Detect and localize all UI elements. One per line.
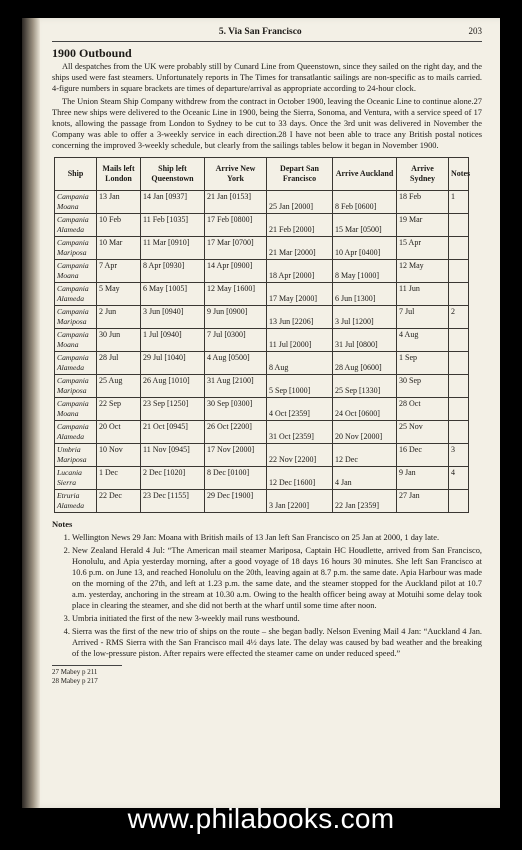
table-row (55, 260, 469, 283)
table-row (55, 329, 469, 352)
col-header-notes: Notes (449, 158, 469, 191)
cell-arrive-auckland: 25 Sep [1330] (333, 375, 397, 398)
cell-notes (449, 283, 469, 306)
cell-arrive-new-york: 9 Jun [0900] (205, 306, 267, 329)
col-header-depart-san-francisco: Depart San Francisco (267, 158, 333, 191)
cell-mails-left-london: 7 Apr (97, 260, 141, 283)
table-row (55, 191, 469, 214)
cell-arrive-sydney: 11 Jun (397, 283, 449, 306)
cell-arrive-new-york: 17 Nov [2000] (205, 444, 267, 467)
note-item: 4. Sierra was the first of the new trio of ships on the route – she began badly. Nelson Evening Mail 4 Jan: “Auckland 4 Jan. Arrived - RMS Sierra with the San Francisco mail 4½ days late. The delay was caused by bad weather and the breaking of the low-pressure piston. After repairs were effected the steamer came on under reduced speed.” (72, 626, 482, 659)
cell-arrive-new-york: 12 May [1600] (205, 283, 267, 306)
cell-arrive-new-york: 17 Mar [0700] (205, 237, 267, 260)
cell-arrive-sydney: 15 Apr (397, 237, 449, 260)
cell-ship-left-queenstown: 3 Jun [0940] (141, 306, 205, 329)
cell-arrive-sydney: 16 Dec (397, 444, 449, 467)
cell-ship: Campania Moana (55, 191, 97, 214)
cell-arrive-sydney: 4 Aug (397, 329, 449, 352)
cell-ship-left-queenstown: 26 Aug [1010] (141, 375, 205, 398)
cell-ship-left-queenstown: 11 Feb [1035] (141, 214, 205, 237)
table-row (55, 421, 469, 444)
cell-arrive-auckland: 8 Feb [0600] (333, 191, 397, 214)
cell-arrive-new-york: 17 Feb [0800] (205, 214, 267, 237)
cell-arrive-sydney: 1 Sep (397, 352, 449, 375)
cell-mails-left-london: 28 Jul (97, 352, 141, 375)
cell-arrive-new-york: 31 Aug [2100] (205, 375, 267, 398)
cell-arrive-new-york: 4 Aug [0500] (205, 352, 267, 375)
table-body (55, 191, 469, 513)
cell-arrive-auckland: 28 Aug [0600] (333, 352, 397, 375)
cell-arrive-sydney: 18 Feb (397, 191, 449, 214)
cell-notes: 3 (449, 444, 469, 467)
cell-mails-left-london: 30 Jun (97, 329, 141, 352)
cell-ship-left-queenstown: 1 Jul [0940] (141, 329, 205, 352)
cell-depart-san-francisco: 21 Mar [2000] (267, 237, 333, 260)
cell-ship: Campania Mariposa (55, 237, 97, 260)
cell-ship: Campania Alameda (55, 283, 97, 306)
footnote-rule (52, 665, 122, 666)
cell-depart-san-francisco: 18 Apr [2000] (267, 260, 333, 283)
cell-mails-left-london: 20 Oct (97, 421, 141, 444)
cell-arrive-auckland: 3 Jul [1200] (333, 306, 397, 329)
cell-arrive-auckland: 31 Jul [0800] (333, 329, 397, 352)
cell-ship: Campania Moana (55, 260, 97, 283)
cell-ship-left-queenstown: 11 Nov [0945] (141, 444, 205, 467)
cell-notes (449, 352, 469, 375)
cell-arrive-new-york: 29 Dec [1900] (205, 490, 267, 513)
cell-arrive-sydney: 12 May (397, 260, 449, 283)
cell-arrive-new-york: 8 Dec [0100] (205, 467, 267, 490)
cell-ship: Campania Moana (55, 398, 97, 421)
note-item: 3. Umbria initiated the first of the new 3-weekly mail runs westbound. (72, 613, 482, 624)
col-header-ship: Ship (55, 158, 97, 191)
table-row (55, 306, 469, 329)
cell-arrive-sydney: 7 Jul (397, 306, 449, 329)
cell-mails-left-london: 22 Sep (97, 398, 141, 421)
cell-mails-left-london: 2 Jun (97, 306, 141, 329)
cell-arrive-auckland: 15 Mar [0500] (333, 214, 397, 237)
cell-ship-left-queenstown: 23 Dec [1155] (141, 490, 205, 513)
cell-depart-san-francisco: 22 Nov [2200] (267, 444, 333, 467)
cell-ship-left-queenstown: 23 Sep [1250] (141, 398, 205, 421)
table-row (55, 352, 469, 375)
cell-arrive-auckland: 4 Jan (333, 467, 397, 490)
cell-depart-san-francisco: 4 Oct [2359] (267, 398, 333, 421)
cell-mails-left-london: 1 Dec (97, 467, 141, 490)
cell-mails-left-london: 10 Mar (97, 237, 141, 260)
cell-notes (449, 398, 469, 421)
cell-notes: 2 (449, 306, 469, 329)
table-row (55, 444, 469, 467)
cell-arrive-new-york: 21 Jan [0153] (205, 191, 267, 214)
paragraph-1: All despatches from the UK were probably still by Cunard Line from Queenstown, since they sailed on the right day, and the ships used were fast steamers. Unfortunately reports in The Times for transatlantic sailings are non-specific as to mails carried. 4-figure numbers in square brackets are times of departure/arrival as appropriate according to 24-hour clock. (52, 62, 482, 93)
col-header-arrive-new-york: Arrive New York (205, 158, 267, 191)
cell-depart-san-francisco: 12 Dec [1600] (267, 467, 333, 490)
cell-arrive-sydney: 9 Jan (397, 467, 449, 490)
cell-arrive-auckland: 24 Oct [0600] (333, 398, 397, 421)
table-row (55, 375, 469, 398)
cell-arrive-auckland: 12 Dec (333, 444, 397, 467)
cell-mails-left-london: 10 Feb (97, 214, 141, 237)
table-row (55, 283, 469, 306)
cell-mails-left-london: 25 Aug (97, 375, 141, 398)
cell-ship: Etruria Alameda (55, 490, 97, 513)
cell-arrive-sydney: 30 Sep (397, 375, 449, 398)
cell-ship-left-queenstown: 21 Oct [0945] (141, 421, 205, 444)
cell-notes (449, 237, 469, 260)
cell-notes: 4 (449, 467, 469, 490)
sailings-table (54, 157, 469, 513)
running-header (52, 26, 482, 38)
cell-depart-san-francisco: 3 Jan [2200] (267, 490, 333, 513)
cell-ship: Campania Alameda (55, 421, 97, 444)
cell-ship-left-queenstown: 29 Jul [1040] (141, 352, 205, 375)
cell-arrive-auckland: 8 May [1000] (333, 260, 397, 283)
cell-arrive-new-york: 30 Sep [0300] (205, 398, 267, 421)
cell-depart-san-francisco: 31 Oct [2359] (267, 421, 333, 444)
page-number: 203 (468, 26, 482, 36)
cell-arrive-auckland: 6 Jun [1300] (333, 283, 397, 306)
cell-notes (449, 260, 469, 283)
cell-ship: Umbria Mariposa (55, 444, 97, 467)
cell-ship-left-queenstown: 6 May [1005] (141, 283, 205, 306)
cell-ship: Campania Mariposa (55, 375, 97, 398)
cell-ship-left-queenstown: 11 Mar [0910] (141, 237, 205, 260)
cell-arrive-auckland: 22 Jan [2359] (333, 490, 397, 513)
cell-depart-san-francisco: 13 Jun [2206] (267, 306, 333, 329)
notes-list (52, 532, 482, 659)
table-row (55, 467, 469, 490)
note-item: 2. New Zealand Herald 4 Jul: “The American mail steamer Mariposa, Captain HC Houdlette, arrived from San Francisco, Honolulu, and Apia yesterday morning, after a good voyage of 18 days 16 hours 30 minutes. She left San Francisco at 10.6 p.m. on June 13, and reached Honolulu on the 20th, leaving again at 8.7 p.m. the same date. Apia Harbour was made on the morning of the 27th, and left at 1.23 p.m. the same date, and the steamer stopped for the Auckland pilot at 10.7 a.m. yesterday, anchoring in the stream at 10.30 a.m. Owing to the health officer being away at Motuihi some delay took place in clearing the steamer, and she did not berth at the wharf until some time after noon. (72, 545, 482, 611)
cell-mails-left-london: 13 Jan (97, 191, 141, 214)
book-gutter (22, 18, 40, 808)
paragraph-2: The Union Steam Ship Company withdrew from the contract in October 1900, leaving the Oceanic Line to continue alone.27 Three new ships were delivered to the Oceanic Line in 1900, being the Sierra, Sonoma, and Ventura, with a service speed of 17 knots, allowing the passage from London to Sydney to be cut to 33 days. Once the 3rd unit was delivered in November the Company was able to offer a 3-weekly service in each direction.28 I have not been able to trace any British postal notices concerning the improved 3-weekly schedule, but clearly from the sailings tables below it began in November 1900. (52, 97, 482, 150)
cell-depart-san-francisco: 11 Jul [2000] (267, 329, 333, 352)
cell-ship-left-queenstown: 8 Apr [0930] (141, 260, 205, 283)
table-header-row (55, 158, 469, 191)
table-row (55, 398, 469, 421)
cell-arrive-new-york: 26 Oct [2200] (205, 421, 267, 444)
table-row (55, 490, 469, 513)
book-page (52, 26, 482, 685)
cell-notes (449, 421, 469, 444)
cell-notes (449, 375, 469, 398)
cell-arrive-sydney: 28 Oct (397, 398, 449, 421)
table-row (55, 237, 469, 260)
section-heading: 1900 Outbound (52, 46, 132, 60)
header-rule (52, 41, 482, 42)
footnote: 27 Mabey p 211 (52, 668, 98, 676)
watermark-text[interactable]: www.philabooks.com (127, 803, 395, 834)
col-header-arrive-sydney: Arrive Sydney (397, 158, 449, 191)
cell-notes (449, 490, 469, 513)
cell-ship: Lucania Sierra (55, 467, 97, 490)
col-header-mails-left-london: Mails left London (97, 158, 141, 191)
cell-notes: 1 (449, 191, 469, 214)
cell-arrive-new-york: 14 Apr [0900] (205, 260, 267, 283)
cell-ship: Campania Alameda (55, 214, 97, 237)
cell-depart-san-francisco: 8 Aug (267, 352, 333, 375)
cell-ship-left-queenstown: 2 Dec [1020] (141, 467, 205, 490)
footnote: 28 Mabey p 217 (52, 676, 98, 685)
cell-mails-left-london: 22 Dec (97, 490, 141, 513)
cell-arrive-auckland: 20 Nov [2000] (333, 421, 397, 444)
cell-depart-san-francisco: 5 Sep [1000] (267, 375, 333, 398)
col-header-arrive-auckland: Arrive Auckland (333, 158, 397, 191)
cell-ship: Campania Mariposa (55, 306, 97, 329)
cell-arrive-sydney: 19 Mar (397, 214, 449, 237)
cell-arrive-sydney: 25 Nov (397, 421, 449, 444)
cell-mails-left-london: 10 Nov (97, 444, 141, 467)
cell-notes (449, 329, 469, 352)
cell-depart-san-francisco: 21 Feb [2000] (267, 214, 333, 237)
cell-notes (449, 214, 469, 237)
cell-depart-san-francisco: 25 Jan [2000] (267, 191, 333, 214)
note-item: 1. Wellington News 29 Jan: Moana with British mails of 13 Jan left San Francisco on 25 Jan at 2000, 1 day late. (72, 532, 482, 543)
cell-arrive-auckland: 10 Apr [0400] (333, 237, 397, 260)
chapter-title: 5. Via San Francisco (218, 27, 302, 37)
col-header-ship-left-queenstown: Ship left Queenstown (141, 158, 205, 191)
cell-ship: Campania Moana (55, 329, 97, 352)
notes-heading: Notes (52, 519, 73, 529)
cell-arrive-sydney: 27 Jan (397, 490, 449, 513)
cell-depart-san-francisco: 17 May [2000] (267, 283, 333, 306)
table-row (55, 214, 469, 237)
cell-arrive-new-york: 7 Jul [0300] (205, 329, 267, 352)
cell-ship-left-queenstown: 14 Jan [0937] (141, 191, 205, 214)
cell-ship: Campania Alameda (55, 352, 97, 375)
cell-mails-left-london: 5 May (97, 283, 141, 306)
